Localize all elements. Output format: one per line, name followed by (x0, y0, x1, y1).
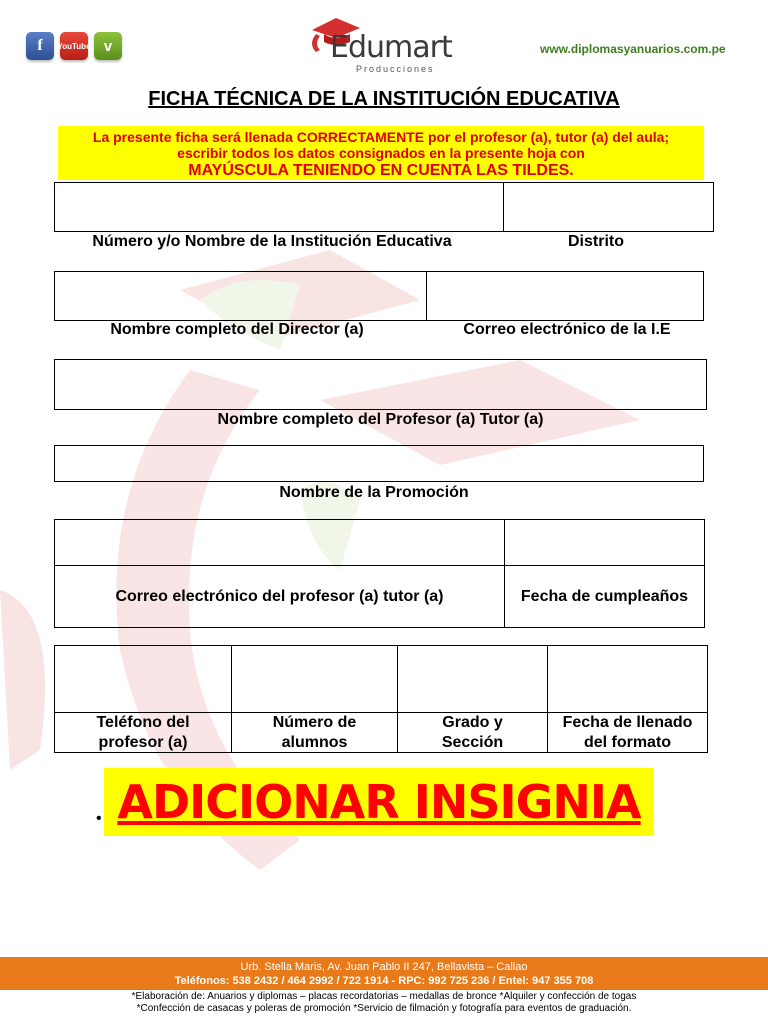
grade-field[interactable] (397, 645, 548, 713)
website-link[interactable]: www.diplomasyanuarios.com.pe (540, 42, 726, 56)
instructions-notice (58, 126, 704, 180)
tutor-email-field[interactable] (54, 519, 505, 566)
logo-text: Edumart (330, 30, 452, 65)
footer-note-2: *Confección de casacas y poleras de promoción *Servicio de filmación y fotografía para eventos de graduación. (136, 1003, 632, 1014)
facebook-icon[interactable]: f (26, 32, 54, 60)
promotion-label: Nombre de la Promoción (279, 484, 469, 501)
tutor-label: Nombre completo del Profesor (a) Tutor (a) (217, 411, 544, 428)
social-links (26, 32, 122, 60)
notice-line-2: escribir todos los datos consignados en la presente hoja con (177, 145, 585, 161)
director-field[interactable] (54, 271, 427, 321)
youtube-icon[interactable]: YouTube (60, 32, 88, 60)
district-field[interactable] (503, 182, 714, 232)
footer-phones: Teléfonos: 538 2432 / 464 2992 / 722 1914 - RPC: 992 725 236 / Entel: 947 355 708 (174, 975, 594, 987)
director-label: Nombre completo del Director (a) (110, 321, 364, 338)
ie-email-label: Correo electrónico de la I.E (463, 321, 671, 338)
institution-label: Número y/o Nombre de la Institución Educativa (92, 233, 452, 250)
fill-date-field[interactable] (547, 645, 708, 713)
add-insignia-heading: ADICIONAR INSIGNIA (104, 768, 654, 836)
tutor-email-label: Correo electrónico del profesor (a) tutor (a) (54, 565, 505, 628)
footer-note-1: *Elaboración de: Anuarios y diplomas – placas recordatorias – medallas de bronce *Alquiler y confección de togas (131, 991, 637, 1002)
birthday-label: Fecha de cumpleaños (504, 565, 705, 628)
edumart-logo (306, 12, 466, 72)
footer-services (0, 991, 768, 1015)
notice-line-3: MAYÚSCULA TENIENDO EN CUENTA LAS TILDES. (188, 162, 574, 179)
grade-label: Grado y Sección (397, 712, 548, 753)
footer-address: Urb. Stella Maris, Av. Juan Pablo II 247, Bellavista – Callao (240, 961, 528, 973)
fill-date-label: Fecha de llenado del formato (547, 712, 708, 753)
notice-line-1: La presente ficha será llenada CORRECTAMENTE por el profesor (a), tutor (a) del aula; (92, 129, 670, 145)
footer-contact-band (0, 957, 768, 990)
birthday-field[interactable] (504, 519, 705, 566)
institution-field[interactable] (54, 182, 504, 232)
students-field[interactable] (231, 645, 398, 713)
ie-email-field[interactable] (426, 271, 704, 321)
document-title: FICHA TÉCNICA DE LA INSTITUCIÓN EDUCATIVA (148, 88, 620, 110)
logo-subtitle: Producciones (356, 64, 435, 74)
students-label: Número de alumnos (231, 712, 398, 753)
district-label: Distrito (568, 233, 624, 250)
bullet-point: • (96, 810, 102, 827)
vimeo-icon[interactable]: v (94, 32, 122, 60)
tutor-field[interactable] (54, 359, 707, 410)
promotion-field[interactable] (54, 445, 704, 482)
phone-label: Teléfono del profesor (a) (54, 712, 232, 753)
phone-field[interactable] (54, 645, 232, 713)
